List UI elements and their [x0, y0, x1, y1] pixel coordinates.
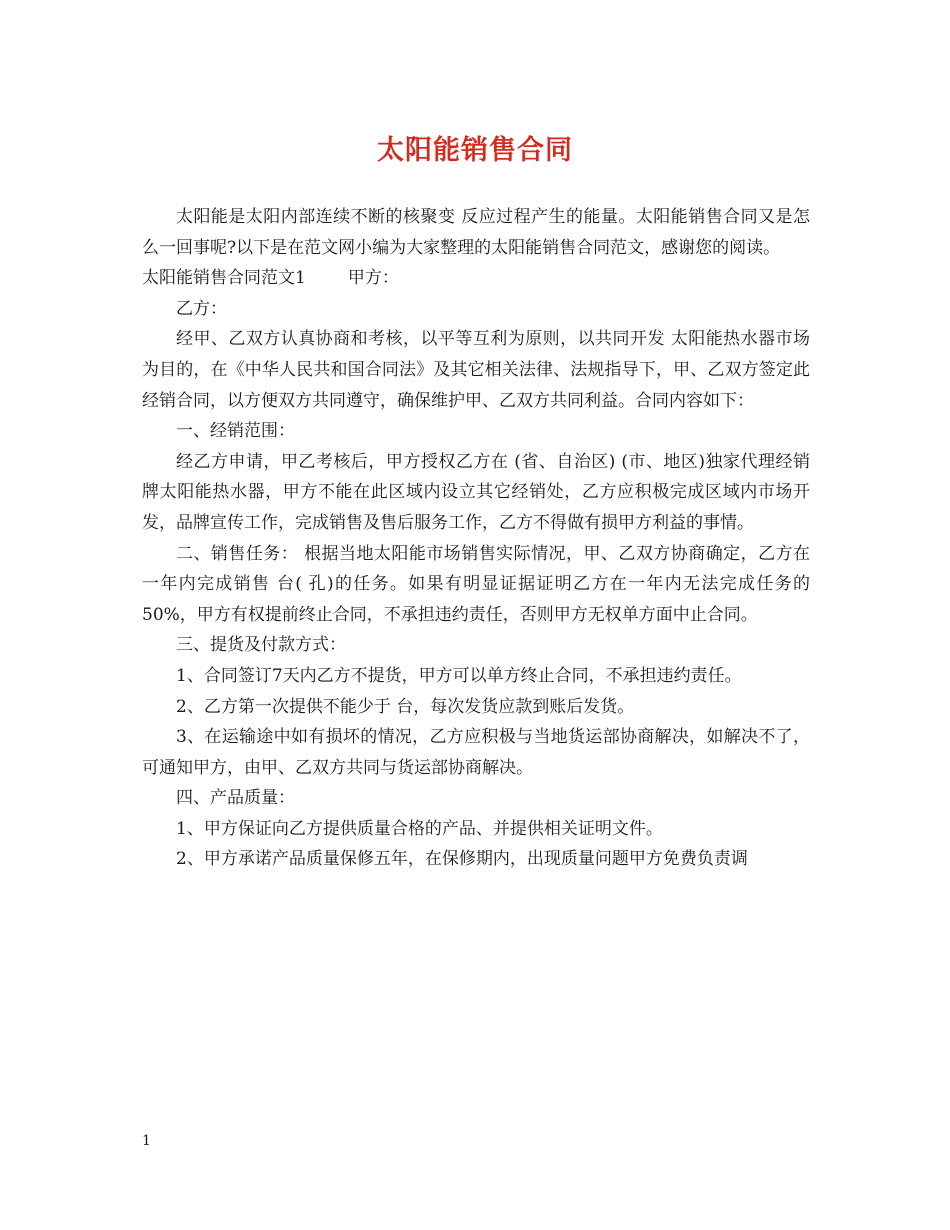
party-a-label: 甲方：	[347, 268, 399, 289]
party-b-label: 乙方：	[176, 298, 227, 319]
document-body	[142, 202, 810, 875]
section-1-heading: 一、经销范围：	[176, 421, 295, 442]
section-3-item-3: 3、在运输途中如有损坏的情况，乙方应积极与当地货运部协商解决，如解决不了，可通知甲方，由甲、乙双方共同与货运部协商解决。	[142, 727, 810, 778]
document-title: 太阳能销售合同	[377, 135, 573, 166]
sample-heading-line	[142, 263, 810, 294]
section-1-body: 经乙方申请，甲乙考核后，甲方授权乙方在 (省、自治区) (市、地区)独家代理经销 牌太阳能热水器，甲方不能在此区域内设立其它经销处，乙方应积极完成区域内市场开发，品牌宣传工作，完成销售及售后服务工作，乙方不得做有损甲方利益的事情。	[142, 451, 810, 533]
section-2-paragraph: 二、销售任务： 根据当地太阳能市场销售实际情况，甲、乙双方协商确定，乙方在一年内完成销售 台( 孔)的任务。如果有明显证据证明乙方在一年内无法完成任务的50%，甲方有权提前终止合同，不承担违约责任，否则甲方无权单方面中止合同。	[142, 543, 810, 625]
section-4-item-1: 1、甲方保证向乙方提供质量合格的产品、并提供相关证明文件。	[176, 818, 663, 839]
sample-heading: 太阳能销售合同范文1	[142, 268, 306, 289]
intro-paragraph: 太阳能是太阳内部连续不断的核聚变 反应过程产生的能量。太阳能销售合同又是怎么一回事呢?以下是在范文网小编为大家整理的太阳能销售合同范文，感谢您的阅读。	[142, 207, 810, 258]
section-4-item-2: 2、甲方承诺产品质量保修五年，在保修期内，出现质量问题甲方免费负责调	[176, 849, 748, 870]
section-3-item-2: 2、乙方第一次提供不能少于 台，每次发货应款到账后发货。	[176, 696, 635, 717]
page-number: 1	[142, 1133, 151, 1149]
section-3-item-1: 1、合同签订7天内乙方不提货，甲方可以单方终止合同，不承担违约责任。	[176, 665, 742, 686]
section-4-heading: 四、产品质量：	[176, 788, 295, 809]
section-3-heading: 三、提货及付款方式：	[176, 635, 346, 656]
preamble-paragraph: 经甲、乙双方认真协商和考核，以平等互利为原则，以共同开发 太阳能热水器市场为目的，在《中华人民共和国合同法》及其它相关法律、法规指导下，甲、乙双方签定此经销合同，以方便双方共同遵守，确保维护甲、乙双方共同利益。合同内容如下：	[142, 329, 810, 411]
